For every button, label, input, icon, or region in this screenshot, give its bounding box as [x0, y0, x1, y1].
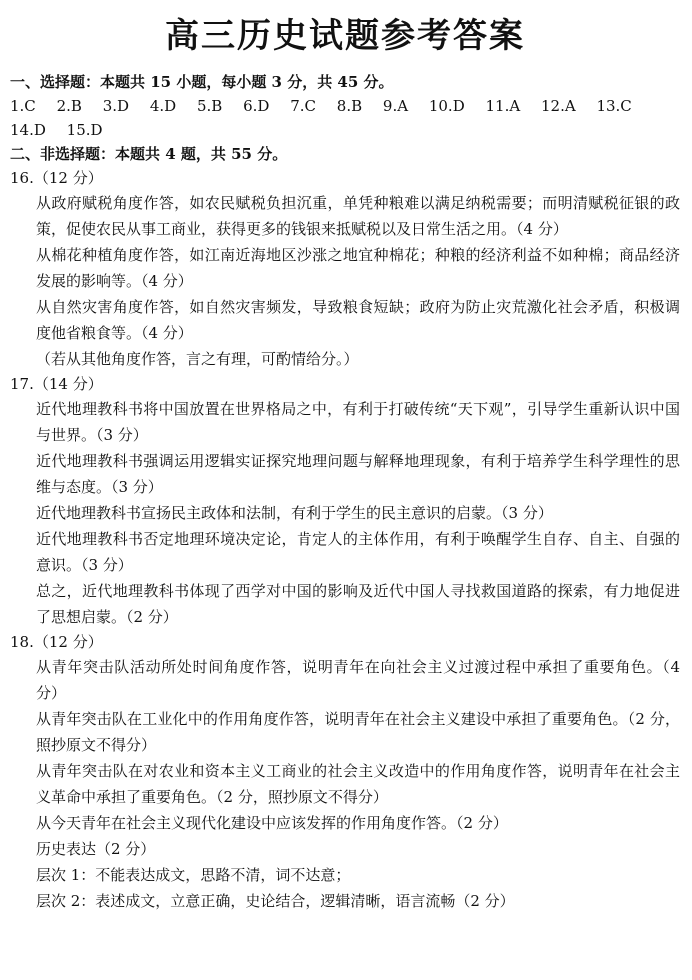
q16-paragraph: 从棉花种植角度作答，如江南近海地区沙涨之地宜种棉花；种粮的经济利益不如种棉；商品经济发展的影响等。（4 分） — [36, 246, 680, 290]
question-18-label: 18.（12 分） — [10, 633, 103, 651]
answers-row-2 — [10, 118, 680, 142]
q16-paragraph: 从自然灾害角度作答，如自然灾害频发，导致粮食短缺；政府为防止灾荒激化社会矛盾，积极调度他省粮食等。（4 分） — [36, 298, 680, 342]
q18-paragraph: 从青年突击队活动所处时间角度作答，说明青年在向社会主义过渡过程中承担了重要角色。（4 分） — [36, 658, 680, 702]
q17-paragraph: 近代地理教科书将中国放置在世界格局之中，有利于打破传统“天下观”，引导学生重新认识中国与世界。（3 分） — [36, 400, 680, 444]
q17-paragraph: 近代地理教科书宣扬民主政体和法制，有利于学生的民主意识的启蒙。（3 分） — [36, 504, 553, 522]
answer-item: 1.C — [10, 97, 36, 115]
answers-row-1 — [10, 94, 680, 118]
q18-paragraph: 从青年突击队在工业化中的作用角度作答，说明青年在社会主义建设中承担了重要角色。（2 分，照抄原文不得分） — [36, 710, 680, 754]
q17-paragraph: 总之，近代地理教科书体现了西学对中国的影响及近代中国人寻找救国道路的探索，有力地促进了思想启蒙。（2 分） — [36, 582, 680, 626]
q18-paragraph: 从今天青年在社会主义现代化建设中应该发挥的作用角度作答。（2 分） — [36, 814, 508, 832]
q18-paragraph: 层次 2：表述成文，立意正确，史论结合，逻辑清晰，语言流畅（2 分） — [36, 892, 515, 910]
answer-item: 15.D — [66, 121, 103, 139]
q18-paragraph: 从青年突击队在对农业和资本主义工商业的社会主义改造中的作用角度作答，说明青年在社会主义革命中承担了重要角色。（2 分，照抄原文不得分） — [36, 762, 680, 806]
answer-item: 8.B — [336, 97, 363, 115]
q16-paragraph: 从政府赋税角度作答，如农民赋税负担沉重，单凭种粮难以满足纳税需要；而明清赋税征银的政策，促使农民从事工商业，获得更多的钱银来抵赋税以及日常生活之用。（4 分） — [36, 194, 680, 238]
question-17-label: 17.（14 分） — [10, 375, 103, 393]
q18-paragraph: 历史表达（2 分） — [36, 840, 156, 858]
answer-item: 14.D — [10, 121, 46, 139]
answer-item: 9.A — [382, 97, 409, 115]
answer-item: 6.D — [243, 97, 270, 115]
answer-item: 5.B — [196, 97, 223, 115]
answer-item: 12.A — [540, 97, 576, 115]
q18-paragraph: 层次 1：不能表达成文，思路不清，词不达意； — [36, 866, 351, 884]
answer-item: 4.D — [149, 97, 177, 115]
document-title: 高三历史试题参考答案 — [165, 16, 525, 56]
section2-header: 二、非选择题：本题共 4 题，共 55 分。 — [10, 145, 288, 163]
answer-item: 10.D — [428, 97, 465, 115]
answer-item: 3.D — [102, 97, 130, 115]
answer-item: 11.A — [485, 97, 521, 115]
question-16-label: 16.（12 分） — [10, 169, 103, 187]
q17-paragraph: 近代地理教科书强调运用逻辑实证探究地理问题与解释地理现象，有利于培养学生科学理性的思维与态度。（3 分） — [36, 452, 680, 496]
answer-item: 2.B — [56, 97, 82, 115]
q16-paragraph: （若从其他角度作答，言之有理，可酌情给分。） — [36, 350, 359, 368]
answer-item: 13.C — [596, 97, 632, 115]
answer-item: 7.C — [290, 97, 316, 115]
q17-paragraph: 近代地理教科书否定地理环境决定论，肯定人的主体作用，有利于唤醒学生自存、自主、自强的意识。（3 分） — [36, 530, 680, 574]
section1-header: 一、选择题：本题共 15 小题，每小题 3 分，共 45 分。 — [10, 73, 394, 91]
